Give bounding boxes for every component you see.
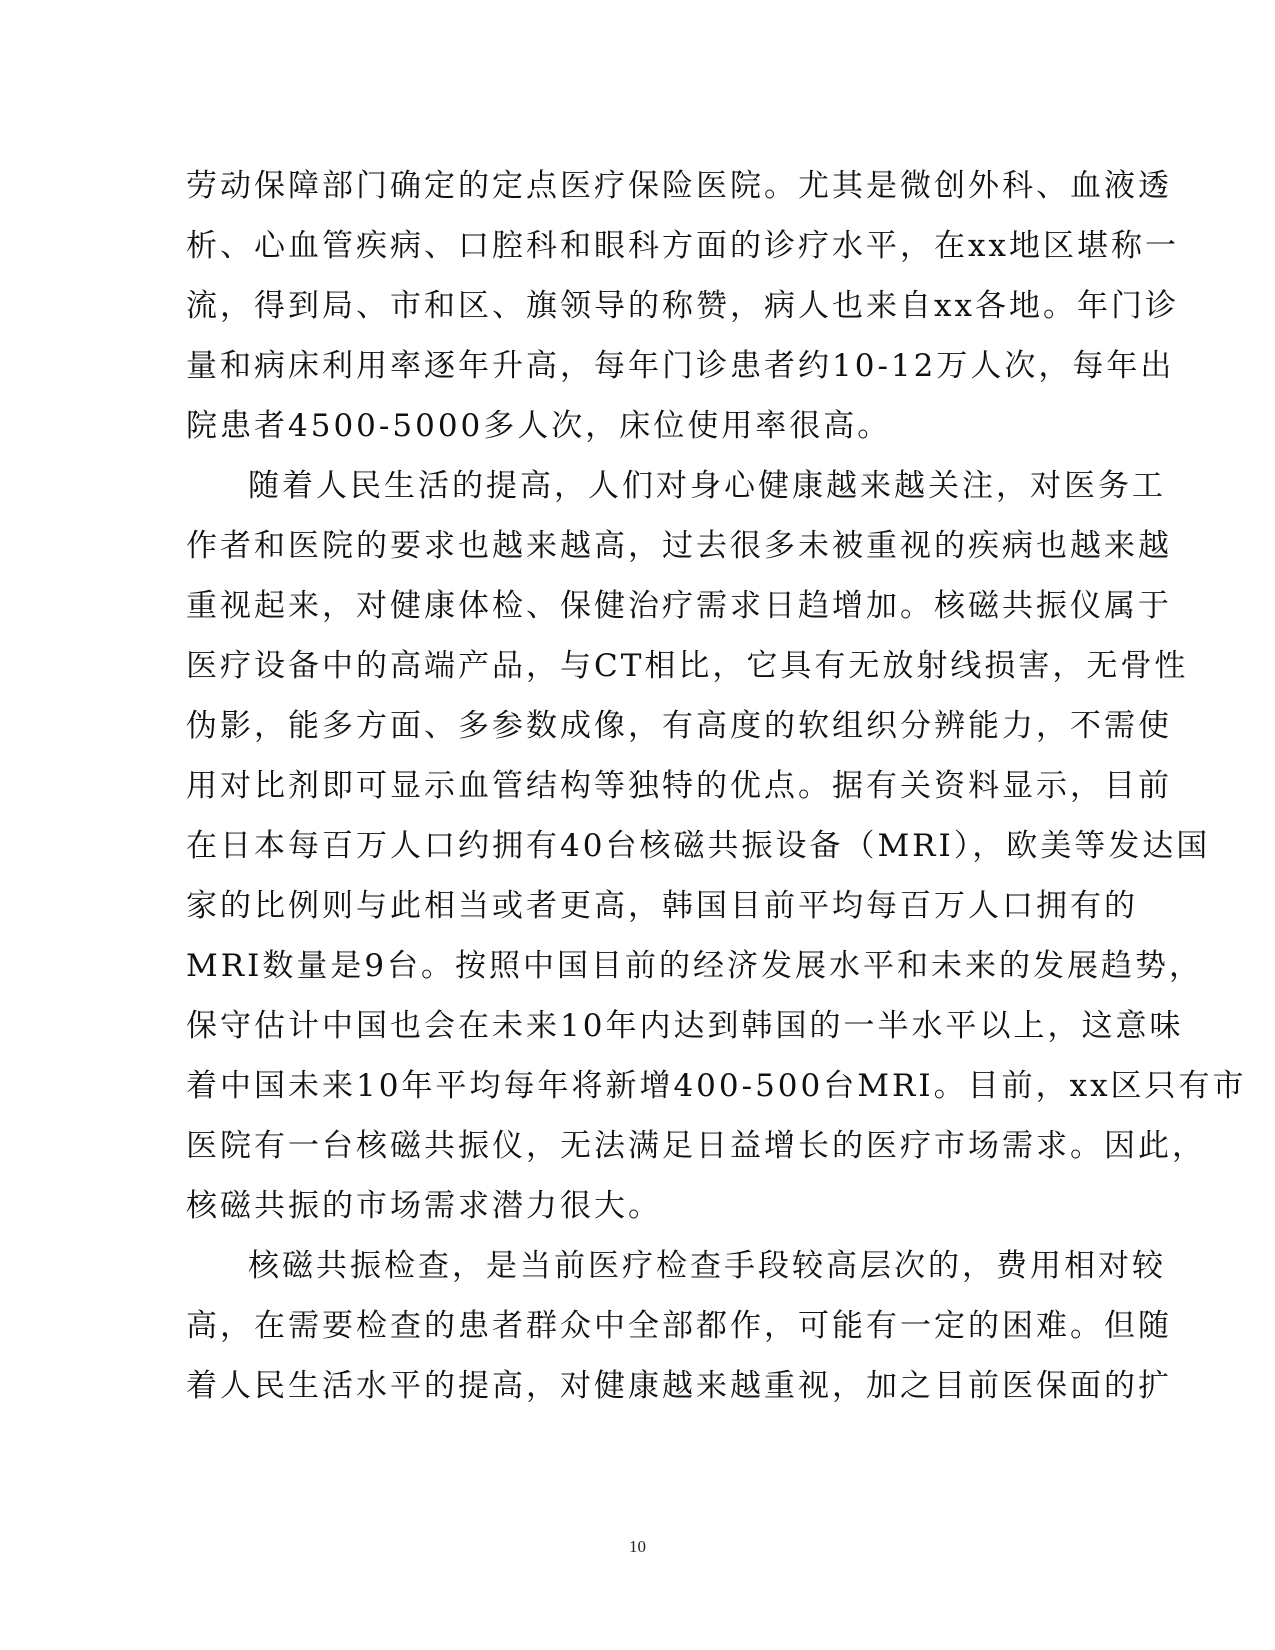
text-line: 量和病床利用率逐年升高，每年门诊患者约10-12万人次，每年出 — [186, 348, 1175, 384]
text-line: MRI数量是9台。按照中国目前的经济发展水平和未来的发展趋势， — [186, 948, 1204, 984]
text-line: 医院有一台核磁共振仪，无法满足日益增长的医疗市场需求。因此， — [186, 1128, 1206, 1164]
page-number: 10 — [629, 1537, 646, 1556]
text-line: 在日本每百万人口约拥有40台核磁共振设备（MRI），欧美等发达国 — [186, 828, 1211, 864]
text-line: 院患者4500-5000多人次，床位使用率很高。 — [186, 408, 892, 444]
text-line: 核磁共振的市场需求潜力很大。 — [186, 1188, 662, 1224]
text-line: 伪影，能多方面、多参数成像，有高度的软组织分辨能力，不需使 — [186, 708, 1172, 744]
text-line: 析、心血管疾病、口腔科和眼科方面的诊疗水平，在xx地区堪称一 — [186, 228, 1179, 264]
text-line: 重视起来，对健康体检、保健治疗需求日趋增加。核磁共振仪属于 — [186, 588, 1172, 624]
text-line: 随着人民生活的提高，人们对身心健康越来越关注，对医务工 — [248, 468, 1166, 504]
text-line: 着中国未来10年平均每年将新增400-500台MRI。目前，xx区只有市 — [186, 1068, 1247, 1104]
text-line: 核磁共振检查，是当前医疗检查手段较高层次的，费用相对较 — [248, 1248, 1166, 1284]
text-line: 流，得到局、市和区、旗领导的称赞，病人也来自xx各地。年门诊 — [186, 288, 1179, 324]
text-line: 家的比例则与此相当或者更高，韩国目前平均每百万人口拥有的 — [186, 888, 1138, 924]
text-line: 保守估计中国也会在未来10年内达到韩国的一半水平以上，这意味 — [186, 1008, 1184, 1044]
text-line: 高，在需要检查的患者群众中全部都作，可能有一定的困难。但随 — [186, 1308, 1172, 1344]
text-line: 劳动保障部门确定的定点医疗保险医院。尤其是微创外科、血液透 — [186, 168, 1172, 204]
text-line: 用对比剂即可显示血管结构等独特的优点。据有关资料显示，目前 — [186, 768, 1172, 804]
text-line: 医疗设备中的高端产品，与CT相比，它具有无放射线损害，无骨性 — [186, 648, 1189, 684]
text-line: 作者和医院的要求也越来越高，过去很多未被重视的疾病也越来越 — [186, 528, 1172, 564]
text-line: 着人民生活水平的提高，对健康越来越重视，加之目前医保面的扩 — [186, 1368, 1172, 1404]
